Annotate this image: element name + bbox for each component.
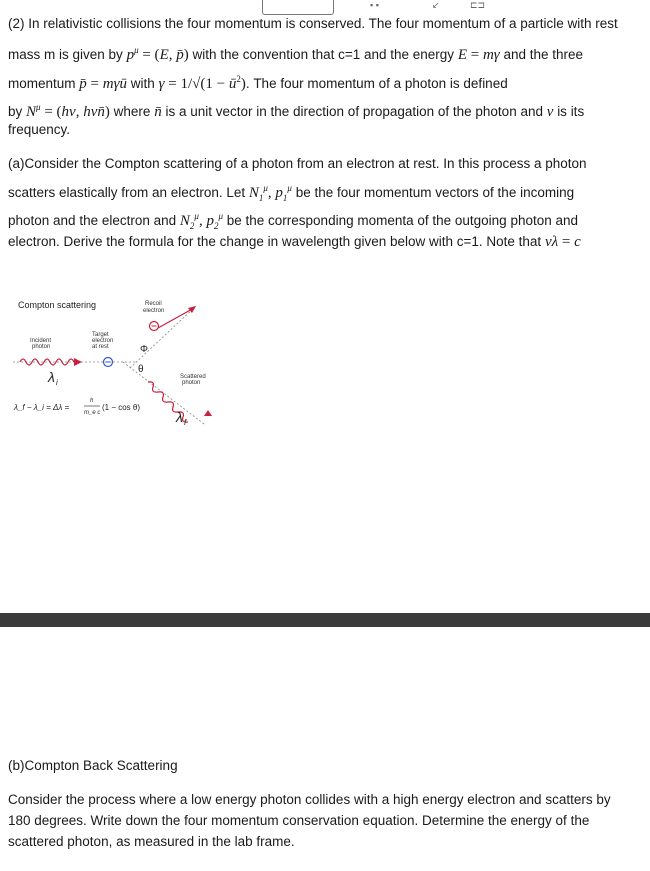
- rotate-icon[interactable]: ↙: [432, 0, 440, 10]
- lambda-i-label: λ: [48, 369, 55, 385]
- incident-arrowhead: [74, 358, 82, 366]
- part-a-line: photon and the electron and $N_2^\mu$, $p_2^\mu$ be the corresponding momenta of the outgoing photon and: [8, 211, 579, 231]
- lambda-i-sub: i: [56, 378, 58, 387]
- part-a-line: (a)Consider the Compton scattering of a photon from an electron at rest. In this process a photon: [8, 156, 587, 171]
- formula-denominator: m_e c: [84, 410, 101, 416]
- problem-intro-line: by $N^\mu = (h\nu$, hνn̄) where n̄ is a unit vector in the direction of propagation of the photon and ν is its: [8, 102, 585, 120]
- recoil-label-2: electron: [143, 308, 165, 314]
- problem-intro-line: mass m is given by $p^\mu = (E$, p̄) with the convention that c=1 and the energy E = mγ and the three: [8, 45, 584, 63]
- figure-title: Compton scattering: [18, 300, 97, 310]
- part-a-line: scatters elastically from an electron. Let $N_1^\mu$, $p_1^\mu$ be the four momentum vectors of the incoming: [8, 183, 575, 203]
- incident-label-2: photon: [32, 344, 51, 350]
- part-b-heading: (b)Compton Back Scattering: [8, 758, 178, 773]
- formula-rhs: (1 − cos θ): [102, 403, 141, 412]
- formula-numerator: h: [90, 398, 94, 404]
- page-divider: [0, 613, 650, 627]
- lambda-f-sub: f: [184, 418, 187, 427]
- phi-label: Φ: [140, 344, 148, 355]
- recoil-path: [130, 306, 196, 368]
- theta-label: θ: [138, 364, 144, 375]
- target-label-2: electron: [92, 338, 114, 344]
- target-label-3: at rest: [92, 344, 109, 350]
- part-b-line: scattered photon, as measured in the lab frame.: [8, 834, 295, 849]
- part-b-line: Consider the process where a low energy photon collides with a high energy electron and scatters by: [8, 792, 611, 807]
- problem-intro-line: (2) In relativistic collisions the four momentum is conserved. The four momentum of a particle with rest: [8, 16, 618, 31]
- scattered-label-1: Scattered: [180, 374, 206, 380]
- incident-label-1: Incident: [30, 338, 52, 344]
- recoil-label-1: Recoil: [145, 301, 162, 307]
- compton-scattering-figure: [8, 290, 268, 440]
- part-a-line: electron. Derive the formula for the change in wavelength given below with c=1. Note that νλ = c: [8, 234, 581, 250]
- scattered-label-2: photon: [182, 380, 201, 386]
- lambda-f-label: λ: [176, 409, 183, 425]
- toolbar-icon[interactable]: ▪ ▪: [370, 0, 379, 10]
- fit-page-icon[interactable]: ⊏⊐: [470, 0, 486, 10]
- scattered-arrowhead: [204, 410, 212, 416]
- formula-lhs: λ_f − λ_i = Δλ =: [14, 403, 70, 412]
- problem-intro-line: momentum p̄ = mγū with $\gamma = 1/√(1 - ū^2)$. The four momentum of a photon is defined: [8, 74, 508, 92]
- problem-intro-line: frequency.: [8, 122, 71, 137]
- toolbar-pill[interactable]: [262, 0, 334, 15]
- target-label-1: Target: [92, 332, 109, 338]
- part-b-line: 180 degrees. Write down the four momentum conservation equation. Determine the energy of the: [8, 813, 590, 828]
